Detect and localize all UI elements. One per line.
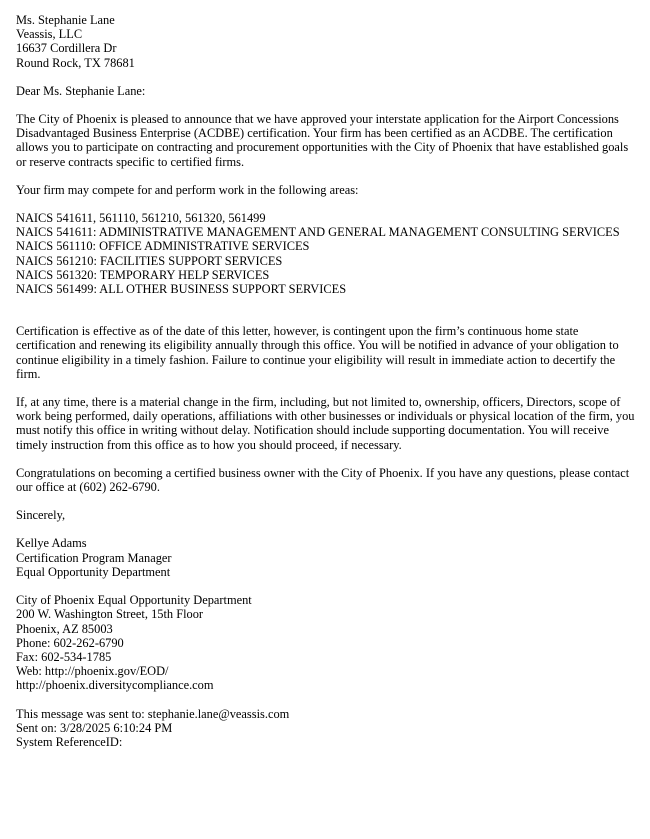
message-footer [16, 707, 635, 750]
office-name: City of Phoenix Equal Opportunity Department [16, 593, 252, 608]
office-site-link[interactable]: http://phoenix.diversitycompliance.com [16, 678, 214, 693]
recipient-name: Ms. Stephanie Lane [16, 13, 115, 27]
congratulations-paragraph: Congratulations on becoming a certified business owner with the City of Phoenix. If you have any questions, please contact our office at (602) 262-6790. [16, 465, 630, 495]
recipient-company: Veassis, LLC [16, 27, 83, 42]
material-change-paragraph: If, at any time, there is a material change in the firm, including, but not limited to, ownership, officers, Directors, scope of work being performed, daily operations, affiliations with other businesses or individuals or physical location of the firm, you must notify this office in writing without delay. Notification should include supporting documentation. You will receive timely instruction from this office as to how you should proceed, if necessary. [16, 395, 635, 452]
recipient-address [16, 13, 635, 70]
signer-department: Equal Opportunity Department [16, 564, 171, 579]
salutation: Dear Ms. Stephanie Lane: [16, 83, 146, 98]
office-web-link[interactable]: Web: http://phoenix.gov/EOD/ [16, 664, 169, 679]
office-contact [16, 593, 635, 692]
signature-block [16, 536, 635, 579]
signer-name: Kellye Adams [16, 536, 87, 551]
naics-item: NAICS 561320: TEMPORARY HELP SERVICES [16, 267, 270, 282]
office-phone: Phone: 602-262-6790 [16, 635, 124, 650]
sent-on: Sent on: 3/28/2025 6:10:24 PM [16, 720, 173, 735]
office-street: 200 W. Washington Street, 15th Floor [16, 607, 204, 622]
areas-intro-paragraph: Your firm may compete for and perform work in the following areas: [16, 182, 359, 197]
naics-item: NAICS 561499: ALL OTHER BUSINESS SUPPORT SERVICES [16, 282, 347, 297]
system-reference-id: System ReferenceID: [16, 734, 123, 749]
naics-item: NAICS 541611: ADMINISTRATIVE MANAGEMENT AND GENERAL MANAGEMENT CONSULTING SERVICES [16, 225, 620, 240]
office-city-state-zip: Phoenix, AZ 85003 [16, 621, 113, 636]
naics-item: NAICS 561210: FACILITIES SUPPORT SERVICES [16, 253, 283, 268]
effective-paragraph: Certification is effective as of the date of this letter, however, is contingent upon the firm’s continuous home state certification and renewing its eligibility annually through this office. You will be notified in advance of your obligation to continue eligibility in a timely fashion. Failure to continue your eligibility will result in immediate action to decertify the firm. [16, 324, 619, 381]
office-fax: Fax: 602-534-1785 [16, 649, 112, 664]
signer-title: Certification Program Manager [16, 550, 172, 565]
naics-item: NAICS 561110: OFFICE ADMINISTRATIVE SERVICES [16, 239, 310, 254]
naics-list [16, 211, 635, 296]
announcement-paragraph: The City of Phoenix is pleased to announce that we have approved your interstate application for the Airport Concessions Disadvantaged Business Enterprise (ACDBE) certification. Your firm has been certified as an ACDBE. The certification allows you to participate on contracting and procurement opportunities with the City of Phoenix that have established goals or reserve contracts specific to certified firms. [16, 112, 629, 169]
recipient-street: 16637 Cordillera Dr [16, 41, 117, 56]
naics-item: NAICS 541611, 561110, 561210, 561320, 561499 [16, 211, 266, 226]
sent-to: This message was sent to: stephanie.lane@veassis.com [16, 706, 290, 721]
recipient-city-state-zip: Round Rock, TX 78681 [16, 55, 135, 70]
closing: Sincerely, [16, 508, 66, 523]
